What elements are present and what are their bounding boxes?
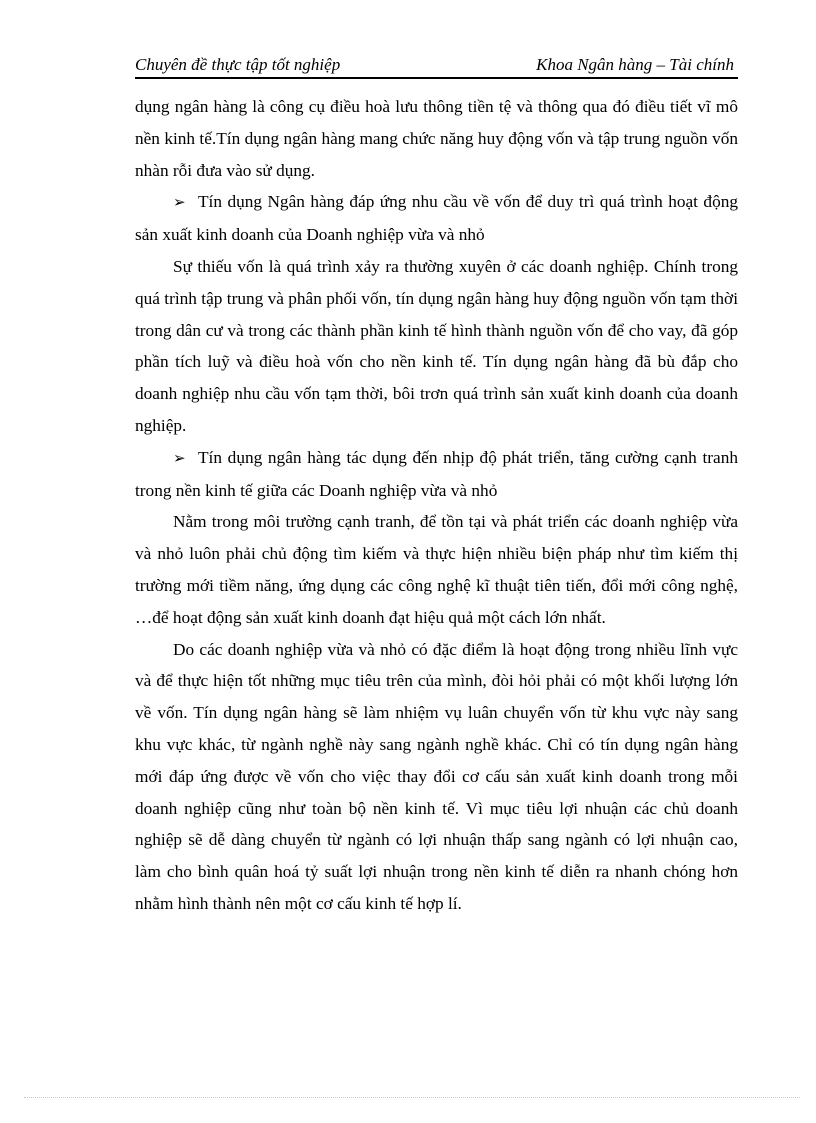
bullet-text: Tín dụng ngân hàng tác dụng đến nhịp độ phát triển, tăng cường cạnh tranh trong nền kinh tế giữa các Doanh nghiệp vừa và nhỏ [135,447,738,500]
document-body [135,91,738,920]
bullet-point [135,442,738,507]
paragraph: Do các doanh nghiệp vừa và nhỏ có đặc điểm là hoạt động trong nhiều lĩnh vực và để thực hiện tốt những mục tiêu trên của mình, đòi hỏi phải có một khối lượng lớn về vốn. Tín dụng ngân hàng sẽ làm nhiệm vụ luân chuyển vốn từ khu vực này sang khu vực khác, từ ngành nghề này sang ngành nghề khác. Chỉ có tín dụng ngân hàng mới đáp ứng được về vốn cho việc thay đổi cơ cấu sản xuất kinh doanh trong mỗi doanh nghiệp cũng như toàn bộ nền kinh tế. Vì mục tiêu lợi nhuận các chủ doanh nghiệp sẽ dễ dàng chuyển từ ngành có lợi nhuận thấp sang ngành có lợi nhuận cao, làm cho bình quân hoá tỷ suất lợi nhuận trong nền kinh tế diễn ra nhanh chóng hơn nhằm hình thành nên một cơ cấu kinh tế hợp lí. [135,639,738,913]
page-bottom-divider [24,1097,800,1098]
paragraph: Nằm trong môi trường cạnh tranh, để tồn tại và phát triển các doanh nghiệp vừa và nhỏ luôn phải chủ động tìm kiếm và thực hiện nhiều biện pháp như tìm kiếm thị trường mới tiềm năng, ứng dụng các công nghệ kĩ thuật tiên tiến, đổi mới công nghệ, …để hoạt động sản xuất kinh doanh đạt hiệu quả một cách lớn nhất. [135,512,738,627]
bullet-point [135,186,738,251]
header-department: Khoa Ngân hàng – Tài chính [536,55,734,74]
bullet-text: Tín dụng Ngân hàng đáp ứng nhu cầu về vốn để duy trì quá trình hoạt động sản xuất kinh doanh của Doanh nghiệp vừa và nhỏ [135,192,738,245]
paragraph: Sự thiếu vốn là quá trình xảy ra thường xuyên ở các doanh nghiệp. Chính trong quá trình tập trung và phân phối vốn, tín dụng ngân hàng huy động nguồn vốn tạm thời trong dân cư và trong các thành phần kinh tế hình thành nguồn vốn để cho vay, đã góp phần tích luỹ và điều hoà vốn cho nền kinh tế. Tín dụng ngân hàng đã bù đắp cho doanh nghiệp nhu cầu vốn tạm thời, bôi trơn quá trình sản xuất kinh doanh của doanh nghiệp. [135,256,738,435]
page-header [135,53,738,79]
arrowhead-bullet-icon: ➢ [173,448,186,467]
header-document-title: Chuyên đề thực tập tốt nghiệp [135,55,341,74]
paragraph-continued: dụng ngân hàng là công cụ điều hoà lưu thông tiền tệ và thông qua đó điều tiết vĩ mô nền kinh tế.Tín dụng ngân hàng mang chức năng huy động vốn và tập trung nguồn vốn nhàn rỗi đưa vào sử dụng. [135,97,738,180]
arrowhead-bullet-icon: ➢ [173,193,186,212]
